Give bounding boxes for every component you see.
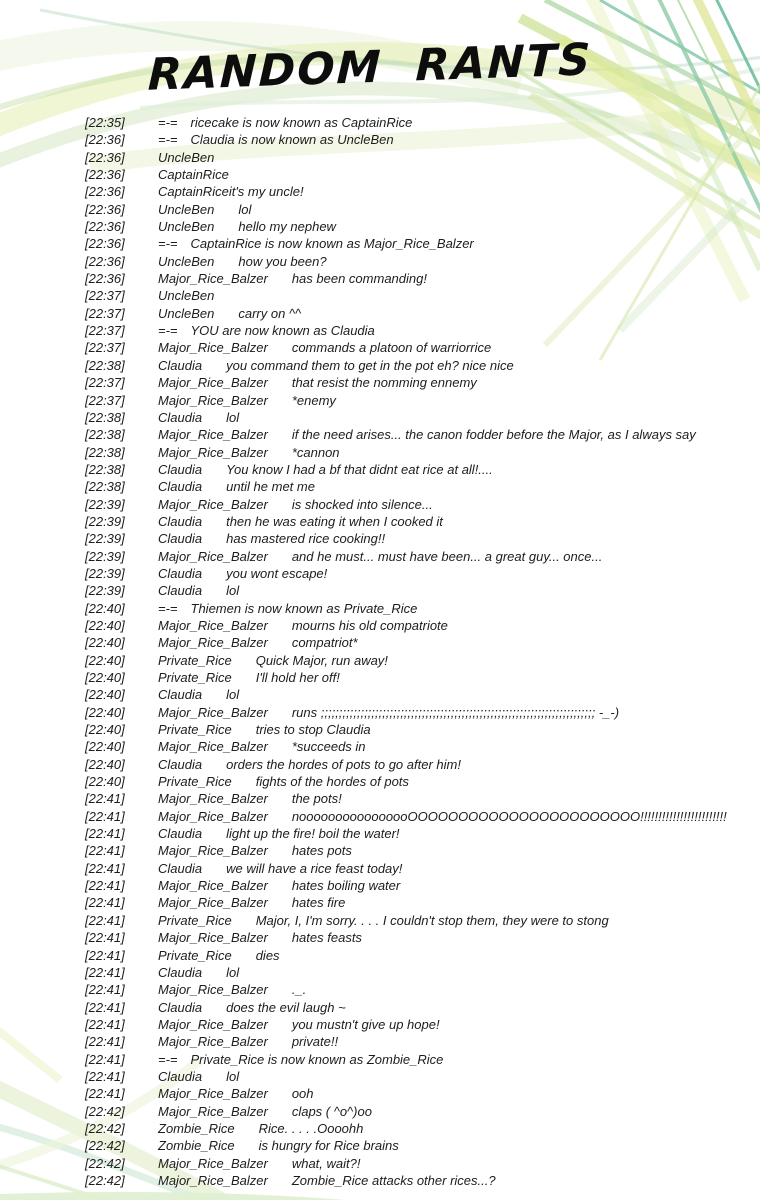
nick: Major_Rice_Balzer	[158, 1103, 268, 1119]
nick: Claudia	[158, 687, 203, 703]
timestamp: [22:37]	[85, 323, 125, 339]
timestamp: [22:38]	[85, 427, 125, 443]
message: fights of the hordes of pots	[255, 774, 409, 790]
nick: Claudia	[158, 513, 203, 529]
message: ricecake is now known as CaptainRice	[190, 115, 413, 130]
timestamp: [22:40]	[85, 670, 125, 685]
nick: Major_Rice_Balzer	[158, 930, 268, 946]
chat-line	[85, 1051, 753, 1068]
chat-line	[85, 894, 753, 911]
timestamp: [22:36]	[85, 184, 125, 200]
message: ._.	[291, 982, 307, 998]
timestamp: [22:37]	[85, 340, 125, 356]
chat-line	[85, 1137, 753, 1154]
chat-line	[85, 842, 753, 859]
timestamp: [22:40]	[85, 756, 125, 772]
timestamp: [22:38]	[85, 479, 125, 495]
message: Rice. . . . .Oooohh	[258, 1120, 364, 1136]
chat-line	[85, 1103, 753, 1120]
chat-line	[85, 548, 753, 565]
chat-line	[85, 877, 753, 894]
chat-line	[85, 790, 753, 807]
message: you wont escape!	[226, 565, 328, 581]
nick: Major_Rice_Balzer	[158, 340, 268, 356]
nick: UncleBen	[158, 219, 215, 235]
chat-line	[85, 392, 753, 409]
chat-line	[85, 426, 753, 443]
message: *succeeds in	[291, 739, 366, 755]
message: Claudia is now known as UncleBen	[190, 132, 394, 148]
message: *enemy	[291, 392, 336, 408]
chat-line	[85, 131, 753, 148]
timestamp: [22:35]	[85, 115, 125, 130]
nick: Zombie_Rice	[158, 1138, 235, 1154]
chat-line	[85, 322, 753, 339]
nick: Private_Rice	[158, 774, 232, 790]
chat-line	[85, 357, 753, 374]
nick: CaptainRice	[158, 167, 229, 183]
chat-line	[85, 253, 753, 270]
message: lol	[238, 201, 252, 217]
timestamp: [22:40]	[85, 652, 125, 668]
timestamp: [22:36]	[85, 219, 125, 235]
chat-line	[85, 929, 753, 946]
nick: =-=	[158, 600, 178, 616]
nick: Major_Rice_Balzer	[158, 878, 268, 894]
timestamp: [22:39]	[85, 531, 125, 547]
chat-line	[85, 947, 753, 964]
nick: CaptainRice	[158, 184, 229, 200]
nick: Major_Rice_Balzer	[158, 704, 268, 720]
timestamp: [22:40]	[85, 774, 125, 790]
chat-line	[85, 287, 753, 304]
message: You know I had a bf that didnt eat rice at all!....	[226, 461, 493, 477]
message: it's my uncle!	[228, 184, 304, 200]
chat-line	[85, 339, 753, 356]
nick: Claudia	[158, 756, 203, 772]
timestamp: [22:40]	[85, 722, 125, 738]
timestamp: [22:38]	[85, 409, 125, 425]
message: we will have a rice feast today!	[226, 860, 403, 876]
timestamp: [22:41]	[85, 1034, 125, 1050]
nick: UncleBen	[158, 149, 215, 165]
nick: =-=	[158, 323, 178, 339]
message: hates feasts	[291, 930, 362, 946]
chat-line	[85, 1068, 753, 1085]
nick: Major_Rice_Balzer	[158, 392, 268, 408]
timestamp: [22:41]	[85, 999, 125, 1015]
nick: Major_Rice_Balzer	[158, 1155, 268, 1171]
message: lol	[226, 1068, 240, 1084]
chat-line	[85, 634, 753, 651]
chat-line	[85, 270, 753, 287]
chat-line	[85, 461, 753, 478]
page-title: RANDOM RANTS	[147, 34, 593, 101]
message: light up the fire! boil the water!	[226, 826, 400, 842]
message: you mustn't give up hope!	[291, 1016, 440, 1032]
chat-line	[85, 773, 753, 790]
timestamp: [22:39]	[85, 583, 125, 599]
chat-line	[85, 409, 753, 426]
message: the pots!	[291, 791, 342, 807]
nick: Major_Rice_Balzer	[158, 808, 268, 824]
message: lol	[226, 964, 240, 980]
message: has been commanding!	[291, 271, 427, 287]
nick: Major_Rice_Balzer	[158, 496, 268, 512]
nick: Claudia	[158, 826, 203, 842]
message: commands a platoon of warriorrice	[291, 340, 492, 356]
timestamp: [22:40]	[85, 739, 125, 755]
message: compatriot*	[291, 635, 358, 651]
chat-line	[85, 981, 753, 998]
chat-line	[85, 1155, 753, 1172]
message: how you been?	[238, 253, 327, 269]
timestamp: [22:41]	[85, 1051, 125, 1067]
nick: Claudia	[158, 461, 203, 477]
message: runs ;;;;;;;;;;;;;;;;;;;;;;;;;;;;;;;;;;;;;;;;;;;;;;;;;;;;;;;;;;;;;;;;;;;;;;;;;;;; -_-)	[291, 704, 620, 720]
chat-line	[85, 166, 753, 183]
message: ooh	[291, 1086, 314, 1102]
message: Thiemen is now known as Private_Rice	[190, 600, 418, 616]
message: tries to stop Claudia	[255, 722, 371, 738]
timestamp: [22:39]	[85, 548, 125, 564]
chat-line	[85, 530, 753, 547]
timestamp: [22:39]	[85, 513, 125, 529]
message: Zombie_Rice attacks other rices...?	[291, 1172, 496, 1188]
message: noooooooooooooooOOOOOOOOOOOOOOOOOOOOOOO!!!!!!!!!!!!!!!!!!!!!!!!	[291, 808, 727, 824]
chat-line	[85, 149, 753, 166]
chat-line	[85, 999, 753, 1016]
message: private!!	[291, 1034, 339, 1050]
chat-line	[85, 860, 753, 877]
nick: Major_Rice_Balzer	[158, 1034, 268, 1050]
chat-line	[85, 183, 753, 200]
timestamp: [22:41]	[85, 878, 125, 894]
nick: Zombie_Rice	[158, 1120, 235, 1136]
message: Quick Major, run away!	[255, 652, 388, 668]
timestamp: [22:36]	[85, 253, 125, 269]
timestamp: [22:36]	[85, 236, 125, 252]
chat-line	[85, 964, 753, 981]
timestamp: [22:42]	[85, 1138, 125, 1154]
nick: Major_Rice_Balzer	[158, 444, 268, 460]
timestamp: [22:36]	[85, 167, 125, 183]
timestamp: [22:40]	[85, 617, 125, 633]
chat-line	[85, 825, 753, 842]
chat-line	[85, 669, 753, 686]
nick: Claudia	[158, 964, 203, 980]
nick: =-=	[158, 115, 178, 130]
nick: Private_Rice	[158, 912, 232, 928]
nick: Claudia	[158, 479, 203, 495]
message: mourns his old compatriote	[291, 617, 448, 633]
message: if the need arises... the canon fodder before the Major, as I always say	[291, 427, 696, 443]
message: and he must... must have been... a great guy... once...	[291, 548, 603, 564]
chat-line	[85, 808, 753, 825]
nick: =-=	[158, 236, 178, 252]
nick: Major_Rice_Balzer	[158, 375, 268, 391]
message: I'll hold her off!	[255, 670, 340, 685]
nick: Major_Rice_Balzer	[158, 617, 268, 633]
timestamp: [22:41]	[85, 791, 125, 807]
timestamp: [22:40]	[85, 687, 125, 703]
message: claps ( ^o^)oo	[291, 1103, 372, 1119]
timestamp: [22:37]	[85, 375, 125, 391]
timestamp: [22:41]	[85, 982, 125, 998]
chat-line	[85, 1120, 753, 1137]
chat-line	[85, 721, 753, 738]
nick: =-=	[158, 1051, 178, 1067]
timestamp: [22:42]	[85, 1155, 125, 1171]
timestamp: [22:41]	[85, 964, 125, 980]
nick: Major_Rice_Balzer	[158, 791, 268, 807]
timestamp: [22:39]	[85, 565, 125, 581]
message: lol	[226, 687, 240, 703]
message: Private_Rice is now known as Zombie_Rice	[190, 1051, 444, 1067]
timestamp: [22:41]	[85, 1068, 125, 1084]
nick: Private_Rice	[158, 670, 232, 685]
message: hates fire	[291, 895, 346, 911]
nick: Private_Rice	[158, 947, 232, 963]
nick: Major_Rice_Balzer	[158, 271, 268, 287]
message: carry on ^^	[238, 305, 302, 321]
nick: UncleBen	[158, 288, 215, 304]
chat-line	[85, 201, 753, 218]
message: has mastered rice cooking!!	[226, 531, 386, 547]
nick: UncleBen	[158, 305, 215, 321]
nick: UncleBen	[158, 253, 215, 269]
timestamp: [22:36]	[85, 149, 125, 165]
chat-line	[85, 218, 753, 235]
message: until he met me	[226, 479, 315, 495]
timestamp: [22:38]	[85, 461, 125, 477]
message: Major, I, I'm sorry. . . . I couldn't stop them, they were to stong	[255, 912, 609, 928]
timestamp: [22:36]	[85, 271, 125, 287]
timestamp: [22:40]	[85, 600, 125, 616]
chat-line	[85, 582, 753, 599]
chat-line	[85, 704, 753, 721]
message: does the evil laugh ~	[226, 999, 346, 1015]
nick: Claudia	[158, 999, 203, 1015]
nick: Major_Rice_Balzer	[158, 635, 268, 651]
nick: Claudia	[158, 583, 203, 599]
chat-line	[85, 617, 753, 634]
timestamp: [22:41]	[85, 1016, 125, 1032]
message: is shocked into silence...	[291, 496, 433, 512]
nick: Major_Rice_Balzer	[158, 1172, 268, 1188]
chat-line	[85, 374, 753, 391]
chat-line	[85, 600, 753, 617]
nick: Major_Rice_Balzer	[158, 982, 268, 998]
chat-line	[85, 565, 753, 582]
nick: Claudia	[158, 409, 203, 425]
chat-line	[85, 652, 753, 669]
chat-log	[85, 114, 753, 1189]
message: YOU are now known as Claudia	[190, 323, 375, 339]
chat-line	[85, 1085, 753, 1102]
message: that resist the nomming ennemy	[291, 375, 477, 391]
timestamp: [22:36]	[85, 201, 125, 217]
nick: Claudia	[158, 1068, 203, 1084]
message: is hungry for Rice brains	[258, 1138, 399, 1154]
message: lol	[226, 409, 240, 425]
nick: Claudia	[158, 531, 203, 547]
chat-line	[85, 513, 753, 530]
timestamp: [22:39]	[85, 496, 125, 512]
timestamp: [22:41]	[85, 808, 125, 824]
message: orders the hordes of pots to go after him!	[226, 756, 461, 772]
message: CaptainRice is now known as Major_Rice_Balzer	[190, 236, 474, 252]
nick: Claudia	[158, 565, 203, 581]
nick: Major_Rice_Balzer	[158, 739, 268, 755]
timestamp: [22:37]	[85, 305, 125, 321]
message: dies	[255, 947, 280, 963]
chat-line	[85, 1172, 753, 1189]
chat-line	[85, 496, 753, 513]
nick: Major_Rice_Balzer	[158, 1086, 268, 1102]
timestamp: [22:40]	[85, 635, 125, 651]
timestamp: [22:42]	[85, 1172, 125, 1188]
timestamp: [22:40]	[85, 704, 125, 720]
message: hates pots	[291, 843, 352, 859]
nick: Major_Rice_Balzer	[158, 548, 268, 564]
timestamp: [22:38]	[85, 357, 125, 373]
chat-line	[85, 1033, 753, 1050]
timestamp: [22:38]	[85, 444, 125, 460]
chat-line	[85, 912, 753, 929]
chat-line	[85, 756, 753, 773]
message: then he was eating it when I cooked it	[226, 513, 443, 529]
message: *cannon	[291, 444, 340, 460]
timestamp: [22:41]	[85, 930, 125, 946]
chat-line	[85, 444, 753, 461]
chat-line	[85, 1016, 753, 1033]
timestamp: [22:41]	[85, 860, 125, 876]
chat-line	[85, 686, 753, 703]
message: what, wait?!	[291, 1155, 361, 1171]
timestamp: [22:41]	[85, 895, 125, 911]
timestamp: [22:37]	[85, 392, 125, 408]
timestamp: [22:41]	[85, 826, 125, 842]
nick: Major_Rice_Balzer	[158, 895, 268, 911]
timestamp: [22:37]	[85, 288, 125, 304]
nick: Private_Rice	[158, 722, 232, 738]
chat-line	[85, 738, 753, 755]
chat-line	[85, 478, 753, 495]
chat-line	[85, 305, 753, 322]
timestamp: [22:41]	[85, 1086, 125, 1102]
nick: Private_Rice	[158, 652, 232, 668]
chat-line	[85, 235, 753, 252]
timestamp: [22:41]	[85, 947, 125, 963]
timestamp: [22:42]	[85, 1120, 125, 1136]
nick: Claudia	[158, 357, 203, 373]
timestamp: [22:42]	[85, 1103, 125, 1119]
nick: UncleBen	[158, 201, 215, 217]
nick: Major_Rice_Balzer	[158, 427, 268, 443]
chat-line	[85, 114, 753, 131]
timestamp: [22:36]	[85, 132, 125, 148]
timestamp: [22:41]	[85, 912, 125, 928]
message: hates boiling water	[291, 878, 401, 894]
nick: Major_Rice_Balzer	[158, 843, 268, 859]
message: hello my nephew	[238, 219, 336, 235]
nick: =-=	[158, 132, 178, 148]
nick: Claudia	[158, 860, 203, 876]
timestamp: [22:41]	[85, 843, 125, 859]
message: you command them to get in the pot eh? nice nice	[226, 357, 514, 373]
nick: Major_Rice_Balzer	[158, 1016, 268, 1032]
message: lol	[226, 583, 240, 599]
